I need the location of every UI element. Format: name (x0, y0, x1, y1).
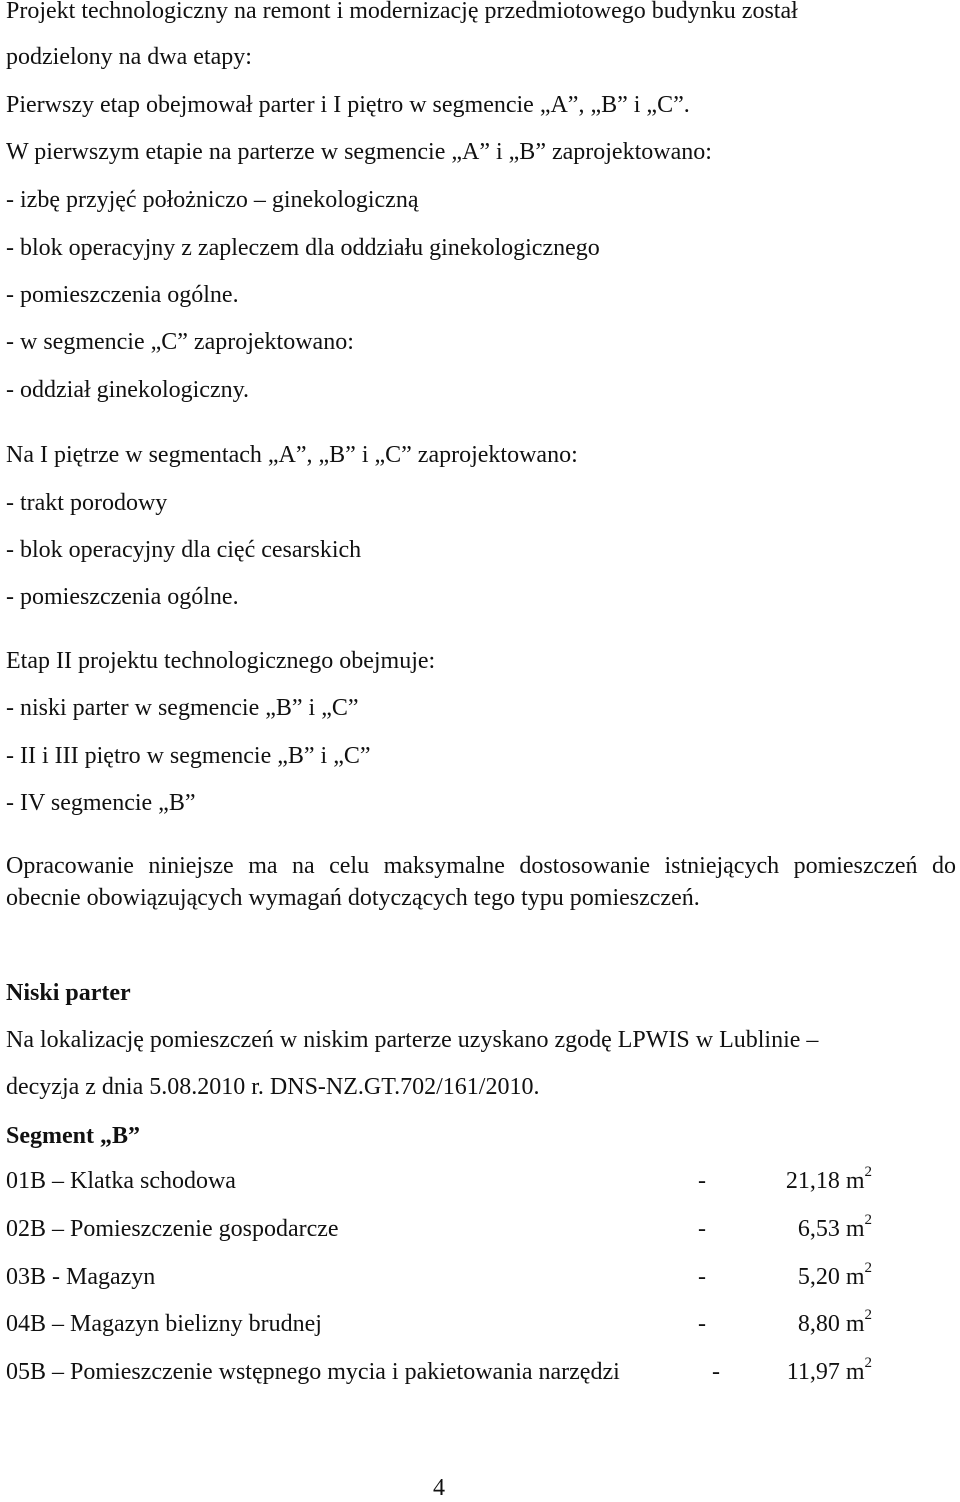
room-dash: - (698, 1264, 706, 1290)
area-unit-exponent: 2 (864, 1164, 872, 1180)
intro-line-1: Projekt technologiczny na remont i modernizację przedmiotowego budynku został (6, 0, 798, 24)
area-unit-exponent: 2 (864, 1307, 872, 1323)
intro-line-9: - oddział ginekologiczny. (6, 377, 250, 403)
room-dash: - (698, 1311, 706, 1337)
room-area-value: 11,97 m (786, 1359, 865, 1385)
first-floor-item-2: - blok operacyjny dla cięć cesarskich (6, 537, 362, 563)
low-ground-heading: Niski parter (6, 980, 131, 1006)
room-dash: - (698, 1168, 706, 1194)
area-unit-exponent: 2 (864, 1260, 872, 1276)
room-name: 01B – Klatka schodowa (6, 1168, 236, 1194)
room-area-value: 6,53 m (797, 1216, 865, 1242)
room-area-value: 5,20 m (797, 1264, 865, 1290)
low-ground-line-2: decyzja z dnia 5.08.2010 r. DNS-NZ.GT.702/161/2010. (6, 1074, 540, 1100)
room-name: 02B – Pomieszczenie gospodarcze (6, 1216, 339, 1242)
room-row (6, 1262, 956, 1292)
room-area (798, 1309, 872, 1339)
room-name: 05B – Pomieszczenie wstępnego mycia i pakietowania narzędzi (6, 1359, 620, 1385)
intro-line-8: - w segmencie „C” zaprojektowano: (6, 329, 354, 355)
intro-line-3: Pierwszy etap obejmował parter i I piętro w segmencie „A”, „B” i „C”. (6, 92, 690, 118)
room-area (786, 1166, 872, 1196)
first-floor-item-1: - trakt porodowy (6, 490, 168, 516)
intro-line-5: - izbę przyjęć położniczo – ginekologiczną (6, 187, 419, 213)
room-area-value: 8,80 m (797, 1311, 865, 1337)
room-row (6, 1357, 956, 1387)
stage2-item-2: - II i III piętro w segmencie „B” i „C” (6, 743, 371, 769)
room-row (6, 1214, 956, 1244)
stage2-item-3: - IV segmencie „B” (6, 790, 196, 816)
purpose-paragraph: Opracowanie niniejsze ma na celu maksymalne dostosowanie istniejących pomieszczeń do obecnie obowiązujących wymagań dotyczących tego typu pomieszczeń. (6, 853, 956, 911)
stage2-item-1: - niski parter w segmencie „B” i „C” (6, 695, 359, 721)
first-floor-heading: Na I piętrze w segmentach „A”, „B” i „C” zaprojektowano: (6, 442, 578, 468)
room-row (6, 1309, 956, 1339)
room-area (787, 1357, 872, 1387)
intro-line-4: W pierwszym etapie na parterze w segmencie „A” i „B” zaprojektowano: (6, 139, 712, 165)
room-dash: - (712, 1359, 720, 1385)
intro-line-7: - pomieszczenia ogólne. (6, 282, 239, 308)
room-row (6, 1166, 956, 1196)
low-ground-line-1: Na lokalizację pomieszczeń w niskim parterze uzyskano zgodę LPWIS w Lublinie – (6, 1027, 819, 1053)
area-unit-exponent: 2 (864, 1355, 872, 1371)
stage2-heading: Etap II projektu technologicznego obejmuje: (6, 648, 436, 674)
intro-line-6: - blok operacyjny z zapleczem dla oddziału ginekologicznego (6, 235, 600, 261)
area-unit-exponent: 2 (864, 1212, 872, 1228)
room-name: 03B - Magazyn (6, 1264, 156, 1290)
room-dash: - (698, 1216, 706, 1242)
page-number: 4 (433, 1475, 445, 1501)
room-area (798, 1214, 872, 1244)
room-name: 04B – Magazyn bielizny brudnej (6, 1311, 322, 1337)
segment-b-heading: Segment „B” (6, 1123, 140, 1149)
room-area-value: 21,18 m (785, 1168, 865, 1194)
intro-line-2: podzielony na dwa etapy: (6, 44, 252, 70)
first-floor-item-3: - pomieszczenia ogólne. (6, 584, 239, 610)
room-area (798, 1262, 872, 1292)
